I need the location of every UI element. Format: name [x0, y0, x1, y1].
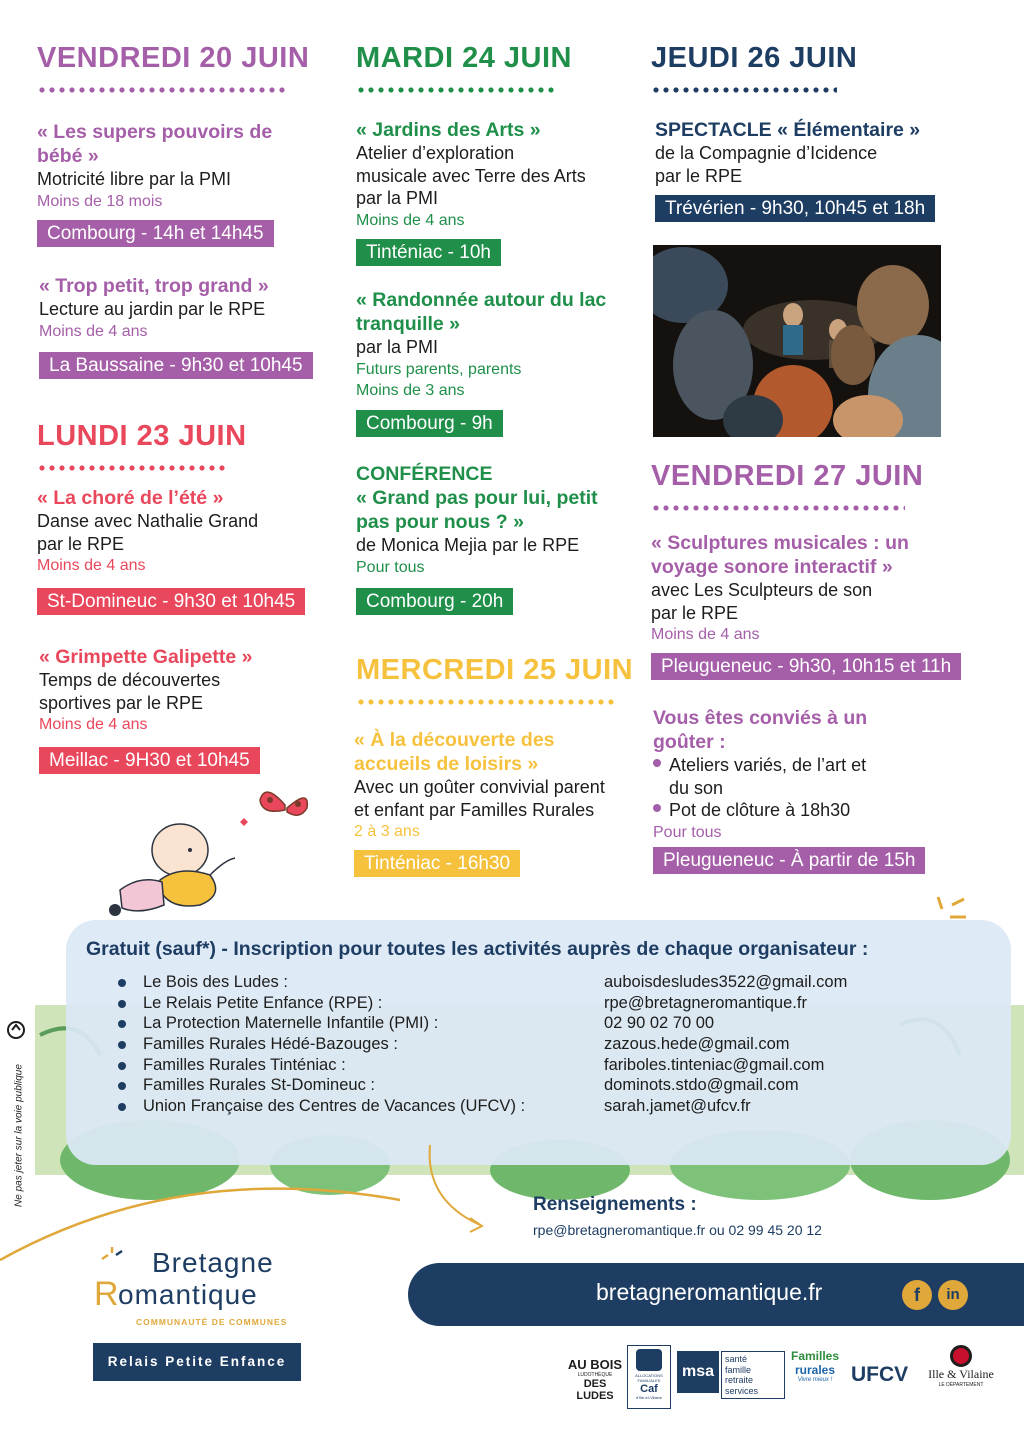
- logo-text: Caf: [640, 1383, 658, 1395]
- event-text: Temps de découvertes: [39, 670, 221, 690]
- event-text: de Monica Mejia par le RPE: [356, 535, 580, 555]
- dotted-divider: [356, 86, 556, 94]
- event-age: Moins de 18 mois: [37, 192, 163, 210]
- event-bullet: [653, 799, 993, 822]
- event: [356, 462, 641, 615]
- organizer-name: La Protection Maternelle Infantile (PMI) :: [143, 1014, 439, 1033]
- bullet-icon: [653, 804, 661, 812]
- bullet-icon: [118, 1041, 126, 1049]
- day-title: MERCREDI 25 JUIN: [356, 654, 634, 686]
- bullet-icon: [118, 1020, 126, 1028]
- bullet-icon: [118, 1082, 126, 1090]
- partner-logos: [565, 1345, 1015, 1415]
- event-title: « Grand pas pour lui, petit: [356, 487, 598, 509]
- logo-text: famille: [725, 1364, 752, 1375]
- sun-rays-icon: [98, 1245, 128, 1263]
- event-age: Moins de 3 ans: [356, 381, 465, 399]
- event-age: Pour tous: [653, 823, 722, 841]
- event-age: Moins de 4 ans: [651, 626, 760, 643]
- event-text: de la Compagnie d’Icidence: [655, 143, 878, 163]
- bullet-icon: [118, 1062, 126, 1070]
- logo-text: rurales: [794, 1363, 836, 1377]
- event-title: « À la découverte des: [354, 729, 555, 751]
- day-header: [651, 40, 1001, 94]
- familles-rurales-logo: [787, 1349, 843, 1383]
- event-age: Moins de 4 ans: [356, 211, 465, 229]
- event-text: et enfant par Familles Rurales: [354, 799, 595, 820]
- event: [356, 288, 641, 437]
- event-text: par le RPE: [655, 165, 743, 186]
- registration-title: Gratuit (sauf*) - Inscription pour toutes les activités auprès de chaque organisateur :: [86, 938, 869, 960]
- dotted-divider: [356, 698, 618, 706]
- facebook-icon[interactable]: f: [902, 1280, 932, 1310]
- rpe-label: Relais Petite Enfance: [93, 1343, 301, 1381]
- event-text: Atelier d’exploration: [356, 143, 515, 163]
- brand-subtitle: COMMUNAUTÉ DE COMMUNES: [136, 1317, 288, 1327]
- event-title: voyage sonore interactif »: [651, 556, 893, 578]
- event-title: « Randonnée autour du lac: [356, 289, 607, 311]
- day-header: [37, 418, 247, 472]
- baby-butterfly-illustration: [100, 780, 320, 925]
- day-header: [356, 652, 633, 706]
- event-text: Avec un goûter convivial parent: [354, 777, 605, 797]
- logo-text: d'Ille-et-Vilaine: [635, 1395, 663, 1400]
- event-location-time: Pleugueneuc - À partir de 15h: [653, 847, 925, 874]
- event-age: Pour tous: [356, 558, 425, 576]
- event-location-time: Tinténiac - 16h30: [354, 850, 520, 877]
- day-title: VENDREDI 20 JUIN: [37, 42, 310, 74]
- spectacle-photo: [653, 245, 941, 437]
- dotted-divider: [37, 86, 287, 94]
- msa-logo: msa: [677, 1351, 719, 1393]
- au-bois-des-ludes-logo: [565, 1357, 625, 1402]
- organizer-name: Union Française des Centres de Vacances (UFCV) :: [143, 1097, 526, 1116]
- event: [354, 728, 644, 877]
- event-title: tranquille »: [356, 313, 461, 335]
- event-title: « Sculptures musicales : un: [651, 532, 909, 554]
- event-title: accueils de loisirs »: [354, 753, 539, 775]
- event-text: Danse avec Nathalie Grand: [37, 511, 259, 531]
- event-title: « Jardins des Arts »: [356, 119, 541, 141]
- department-emblem-icon: [950, 1345, 972, 1367]
- event-text: par le RPE: [651, 602, 739, 623]
- event-bullet-text: Ateliers variés, de l’art et: [669, 755, 867, 775]
- caf-emblem-icon: [636, 1349, 662, 1371]
- logo-text: AU BOIS: [567, 1357, 623, 1372]
- event-text: du son: [669, 777, 724, 798]
- recycle-note-text: Ne pas jeter sur la voie publique: [13, 1064, 25, 1207]
- organizer-contact[interactable]: 02 90 02 70 00: [604, 1014, 715, 1033]
- organizer-contact[interactable]: dominots.stdo@gmail.com: [604, 1076, 799, 1095]
- event-title: « Trop petit, trop grand »: [39, 275, 269, 297]
- event-text: avec Les Sculpteurs de son: [651, 580, 873, 600]
- bullet-icon: [653, 759, 661, 767]
- event-location-time: Combourg - 20h: [356, 588, 513, 615]
- event-age: Moins de 4 ans: [39, 716, 148, 733]
- logo-text: LE DÉPARTEMENT: [938, 1382, 984, 1388]
- day-title: VENDREDI 27 JUIN: [651, 460, 924, 492]
- event-location-time: Trévérien - 9h30, 10h45 et 18h: [655, 195, 935, 222]
- event-title: Vous êtes conviés à un: [653, 707, 868, 729]
- event-location-time: La Baussaine - 9h30 et 10h45: [39, 352, 313, 379]
- spectacle-photo-illustration: [653, 245, 941, 437]
- linkedin-icon[interactable]: in: [938, 1280, 968, 1310]
- logo-text: Ille & Vilaine: [928, 1367, 994, 1381]
- event-location-time: Meillac - 9H30 et 10h45: [39, 747, 260, 774]
- website-link[interactable]: bretagneromantique.fr: [596, 1279, 823, 1305]
- event-title: SPECTACLE « Élémentaire »: [655, 119, 921, 141]
- event-bullet: [653, 754, 993, 777]
- event-location-time: St-Domineuc - 9h30 et 10h45: [37, 588, 305, 615]
- event-age: 2 à 3 ans: [354, 823, 420, 840]
- logo-text: LUDOTHÈQUE: [577, 1372, 613, 1378]
- event-text: par la PMI: [356, 188, 439, 208]
- ille-et-vilaine-logo: [921, 1345, 1001, 1388]
- website-banner: [408, 1263, 1024, 1326]
- event-kicker: CONFÉRENCE: [356, 463, 493, 485]
- renseignements: [533, 1194, 822, 1238]
- day-header: [37, 40, 337, 94]
- column-2: [354, 40, 641, 874]
- logo-text: retraite: [725, 1375, 754, 1385]
- event-location-time: Combourg - 9h: [356, 410, 503, 437]
- event-text: sportives par le RPE: [39, 692, 204, 713]
- brand-name-line1: Bretagne: [152, 1247, 274, 1278]
- organizer-contact[interactable]: fariboles.tinteniac@gmail.com: [604, 1055, 825, 1074]
- event: [651, 531, 991, 680]
- dotted-divider: [37, 464, 227, 472]
- event: [37, 120, 337, 247]
- ufcv-logo: UFCV: [851, 1363, 909, 1386]
- renseignements-text: rpe@bretagneromantique.fr ou 02 99 45 20 12: [533, 1222, 822, 1238]
- event-location-time: Tinténiac - 10h: [356, 239, 501, 266]
- organizer-name: Le Bois des Ludes :: [143, 973, 288, 991]
- event-text: Motricité libre par la PMI: [37, 169, 232, 189]
- renseignements-title: Renseignements :: [533, 1194, 697, 1215]
- butterfly-icon: [260, 792, 307, 815]
- day-header: [651, 458, 923, 512]
- event: [655, 118, 985, 222]
- msa-services-text: [721, 1351, 785, 1399]
- event-text: par la PMI: [356, 337, 439, 357]
- brand-name-line2: omantique: [118, 1279, 258, 1310]
- column-1: [37, 40, 337, 771]
- organizer-name: Familles Rurales Tinténiac :: [143, 1055, 346, 1074]
- organizer-name: Familles Rurales St-Domineuc :: [143, 1076, 375, 1095]
- logo-text: Vivre mieux !: [797, 1377, 833, 1383]
- event-bullet-text: Pot de clôture à 18h30: [669, 800, 851, 820]
- event-title: goûter :: [653, 731, 726, 753]
- dotted-divider: [651, 504, 905, 512]
- event-title: « Grimpette Galipette »: [39, 646, 253, 668]
- event-age: Moins de 4 ans: [39, 322, 148, 340]
- event: [39, 274, 339, 379]
- event-text: musicale avec Terre des Arts: [356, 165, 586, 186]
- event-title: « La choré de l’été »: [37, 487, 224, 509]
- caf-logo: [627, 1345, 671, 1409]
- event-location-time: Pleugueneuc - 9h30, 10h15 et 11h: [651, 653, 961, 680]
- organizer-contact[interactable]: auboisdesludes3522@gmail.com: [604, 973, 848, 991]
- day-header: [356, 40, 641, 94]
- event-age: Moins de 4 ans: [37, 557, 146, 574]
- event-text: Lecture au jardin par le RPE: [39, 299, 266, 319]
- bullet-icon: [118, 979, 126, 987]
- sparkle-icon: [240, 818, 248, 826]
- logo-text: santé: [725, 1354, 748, 1364]
- event-age: Futurs parents, parents: [356, 360, 522, 378]
- organizer-name: Familles Rurales Hédé-Bazouges :: [143, 1035, 398, 1054]
- event-title: pas pour nous ? »: [356, 511, 524, 533]
- logo-text: ALLOCATIONS FAMILIALES: [635, 1373, 663, 1383]
- logo-text: services: [725, 1385, 759, 1396]
- event: [39, 645, 339, 774]
- organizer-contact[interactable]: sarah.jamet@ufcv.fr: [604, 1097, 751, 1116]
- event-text: par le RPE: [37, 533, 125, 554]
- bullet-icon: [118, 1000, 126, 1008]
- day-title: MARDI 24 JUIN: [356, 42, 572, 74]
- organizer-contact[interactable]: zazous.hede@gmail.com: [604, 1035, 790, 1054]
- day-title: LUNDI 23 JUIN: [37, 420, 247, 452]
- dotted-divider: [651, 86, 837, 94]
- day-title: JEUDI 26 JUIN: [651, 42, 858, 74]
- event-title: « Les supers pouvoirs de bébé »: [37, 121, 273, 167]
- event-location-time: Combourg - 14h et 14h45: [37, 220, 274, 247]
- column-3: [651, 40, 1001, 871]
- organizer-name: Le Relais Petite Enfance (RPE) :: [143, 993, 383, 1012]
- event: [37, 486, 337, 615]
- event: [653, 706, 993, 874]
- brand-name-initial: R: [94, 1275, 119, 1313]
- logo-text: Familles: [790, 1349, 840, 1363]
- logo-text: DES LUDES: [576, 1378, 614, 1402]
- organizer-contact[interactable]: rpe@bretagneromantique.fr: [604, 993, 807, 1012]
- event: [356, 118, 641, 266]
